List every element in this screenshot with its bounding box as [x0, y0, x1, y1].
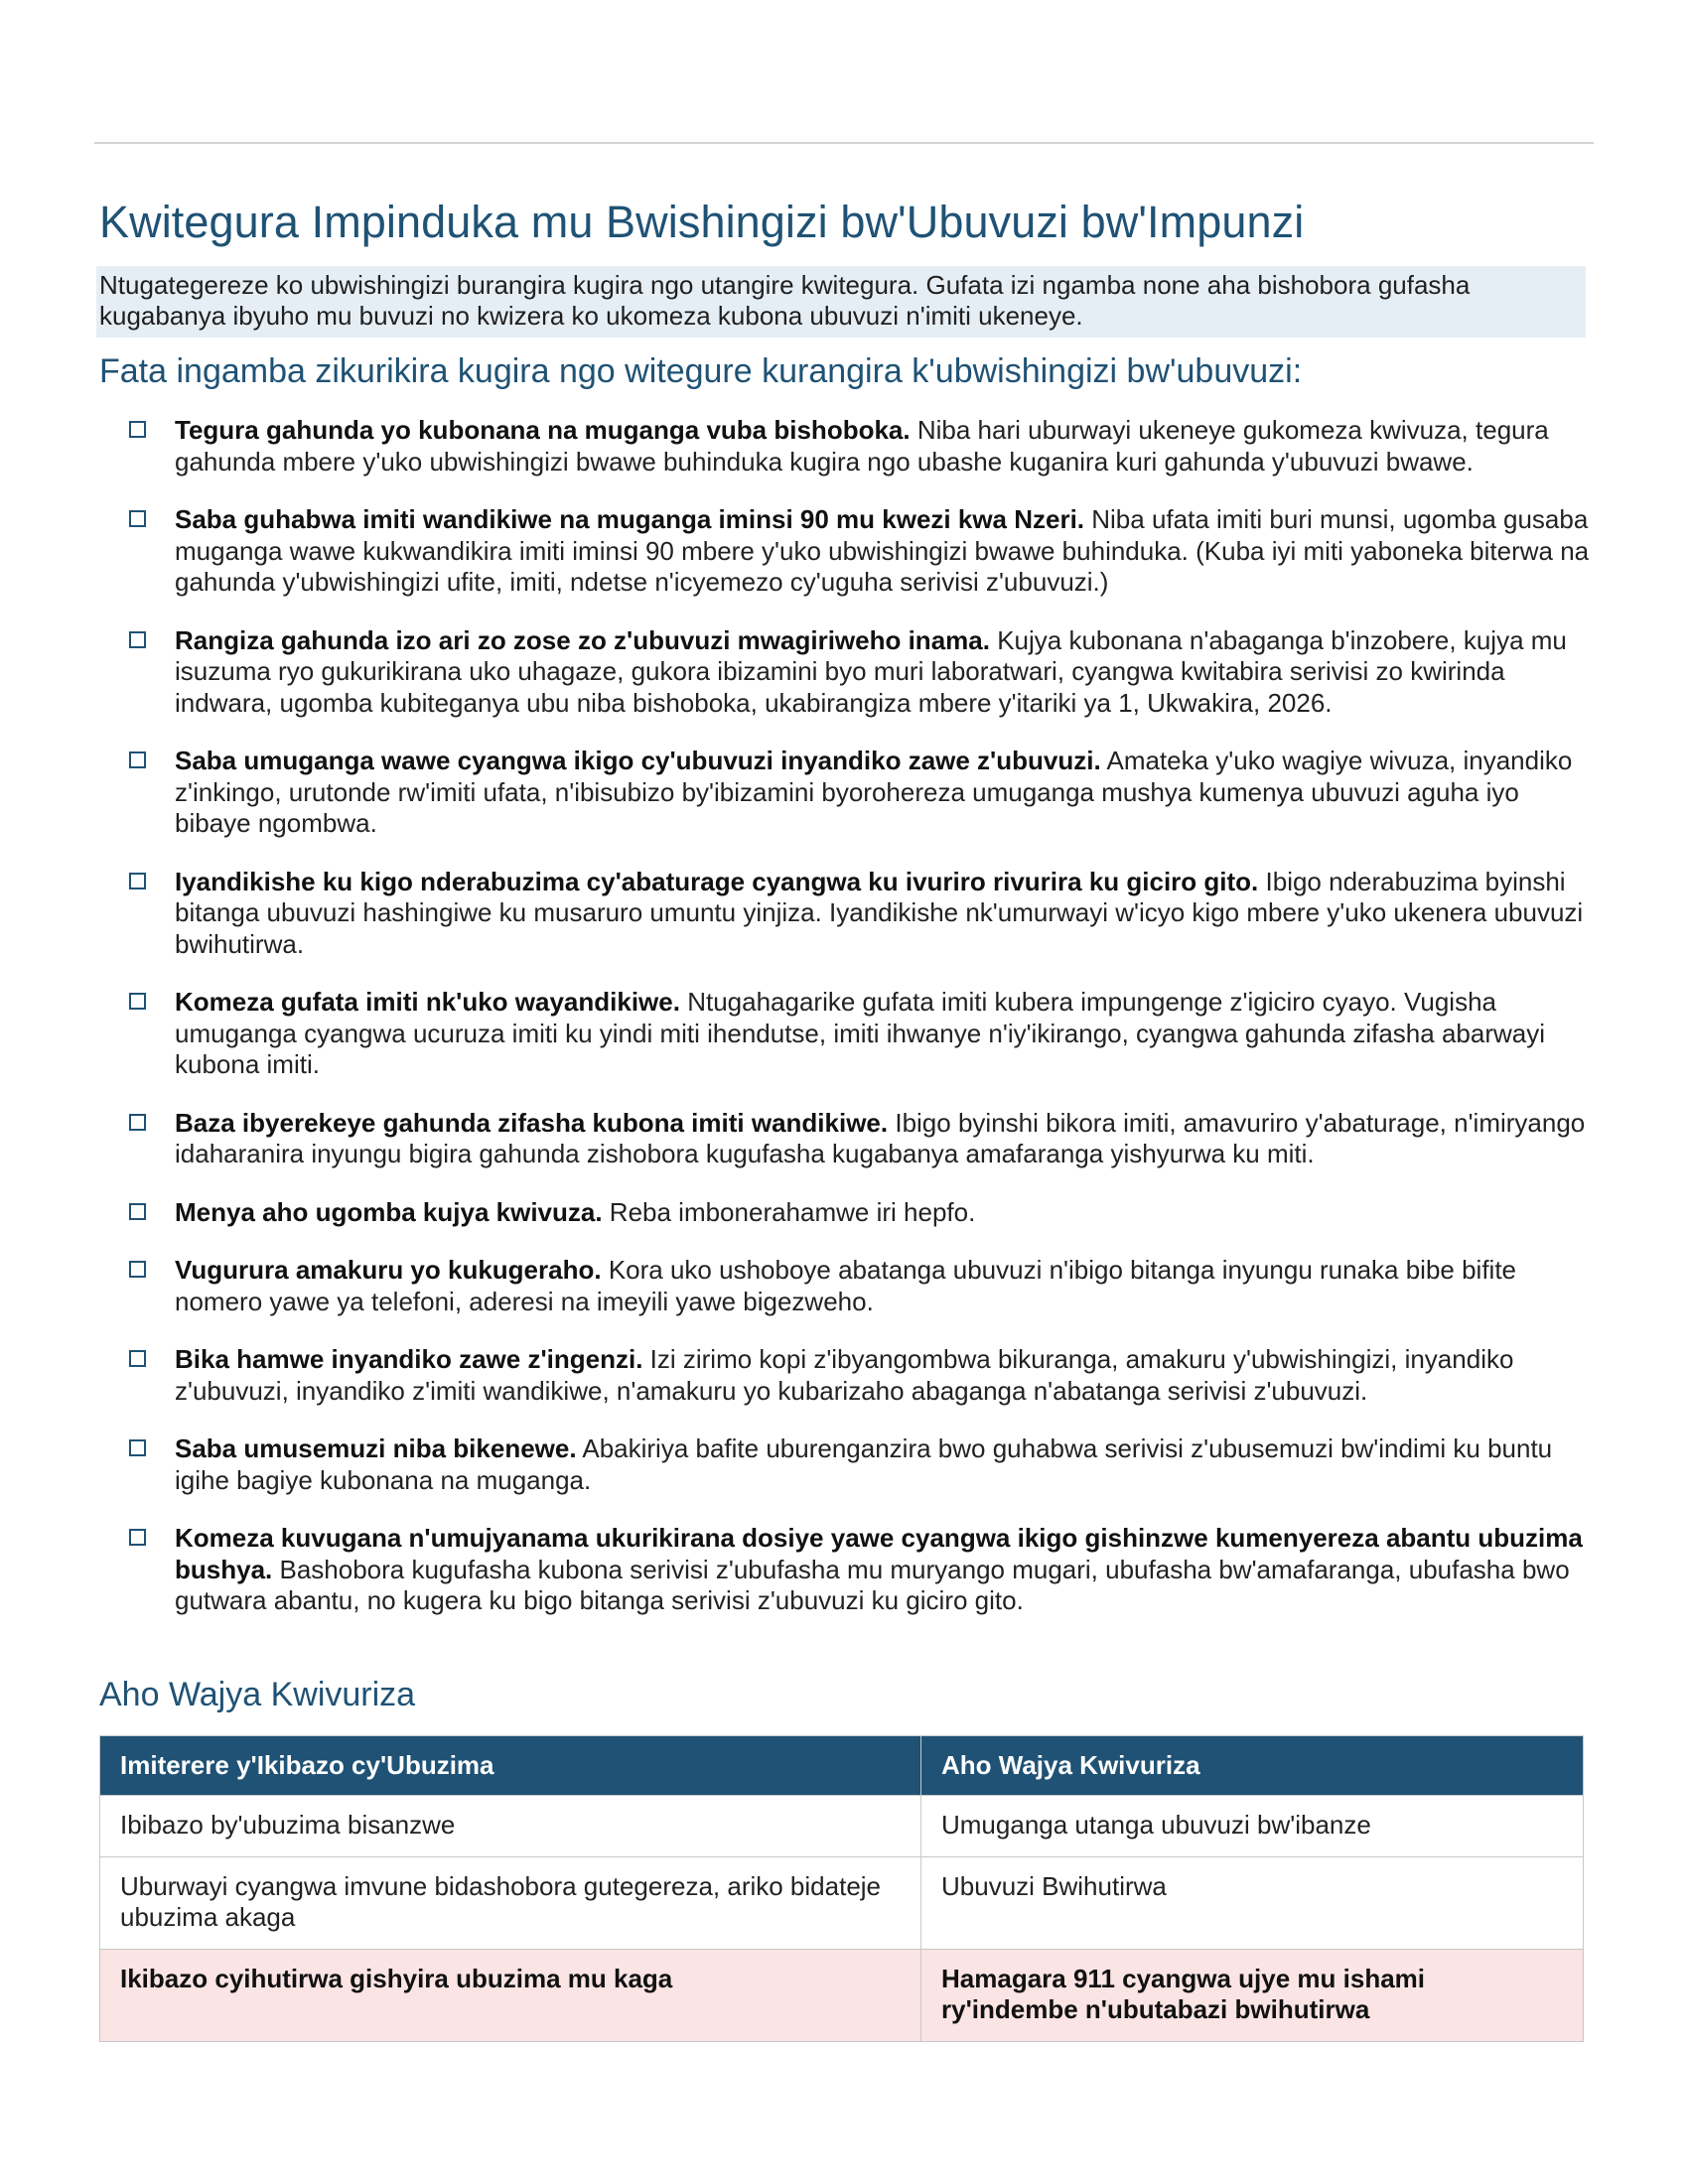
checklist-item-title: Saba guhabwa imiti wandikiwe na muganga iminsi 90 mu kwezi kwa Nzeri. — [175, 504, 1085, 534]
steps-heading: Fata ingamba zikurikira kugira ngo witegure kurangira k'ubwishingizi bw'ubuvuzi: — [99, 352, 1303, 390]
table-cell-condition: Ikibazo cyihutirwa gishyira ubuzima mu kaga — [100, 1950, 921, 2042]
checkbox-icon[interactable] — [129, 1350, 146, 1367]
table-cell-where: Hamagara 911 cyangwa ujye mu ishami ry'indembe n'ubutabazi bwihutirwa — [921, 1950, 1584, 2042]
checkbox-icon[interactable] — [129, 421, 146, 438]
checklist-item — [127, 1344, 1597, 1407]
checkbox-icon[interactable] — [129, 993, 146, 1010]
checklist-item-text: Niba ufata imiti buri munsi, ugomba gusaba muganga wawe kukwandikira imiti iminsi 90 mbere y'uko ubwishingizi bwawe buhinduka. (Kuba iyi miti yaboneka biterwa na gahunda y'ubwishingizi ufite, imiti, ndetse n'icyemezo cy'uguha serivisi z'ubuvuzi.) — [175, 504, 1590, 597]
checklist-item-text: Amateka y'uko wagiye wivuza, inyandiko z'inkingo, urutonde rw'imiti ufata, n'ibisubizo by'ibizamini byorohereza umuganga mushya kumenya ubuvuzi aguha iyo bibaye ngombwa. — [175, 746, 1573, 838]
checklist-item — [127, 987, 1597, 1081]
checklist-item — [127, 1523, 1597, 1617]
table-row — [100, 1796, 1584, 1857]
checklist-item — [127, 504, 1597, 599]
checkbox-icon[interactable] — [129, 1439, 146, 1456]
checklist-item-title: Vugurura amakuru yo kukugeraho. — [175, 1255, 602, 1285]
care-table — [99, 1735, 1584, 2042]
table-cell-condition: Ibibazo by'ubuzima bisanzwe — [100, 1796, 921, 1857]
table-row-emergency — [100, 1950, 1584, 2042]
checklist-item-text: Izi zirimo kopi z'ibyangombwa bikuranga, amakuru y'ubwishingizi, inyandiko z'ubuvuzi, inyandiko z'imiti wandikiwe, n'amakuru yo kubarizaho abaganga n'abatanga serivisi z'ubuvuzi. — [175, 1344, 1514, 1406]
checklist — [127, 415, 1597, 1644]
checklist-item-title: Komeza gufata imiti nk'uko wayandikiwe. — [175, 987, 680, 1017]
checklist-item-title: Saba umuganga wawe cyangwa ikigo cy'ubuvuzi inyandiko zawe z'ubuvuzi. — [175, 746, 1101, 775]
header-where: Aho Wajya Kwivuriza — [921, 1736, 1584, 1796]
checkbox-icon[interactable] — [129, 751, 146, 768]
checklist-item-title: Tegura gahunda yo kubonana na muganga vuba bishoboka. — [175, 415, 911, 445]
checklist-item-text: Bashobora kugufasha kubona serivisi z'ubufasha mu muryango mugari, ubufasha bw'amafaranga, ubufasha bwo gutwara abantu, no kugera ku bigo bitanga serivisi z'ubuvuzi ku giciro gito. — [175, 1554, 1570, 1615]
checklist-item — [127, 1108, 1597, 1170]
checklist-item-text: Reba imbonerahamwe iri hepfo. — [602, 1196, 976, 1227]
top-divider — [94, 142, 1594, 144]
checkbox-icon[interactable] — [129, 1261, 146, 1278]
page-title: Kwitegura Impinduka mu Bwishingizi bw'Ubuvuzi bw'Impunzi — [99, 197, 1305, 247]
header-condition: Imiterere y'Ikibazo cy'Ubuzima — [100, 1736, 921, 1796]
checklist-item — [127, 1197, 1597, 1229]
checklist-item-title: Saba umusemuzi niba bikenewe. — [175, 1433, 577, 1463]
checklist-item-title: Iyandikishe ku kigo nderabuzima cy'abaturage cyangwa ku ivuriro rivurira ku giciro gito. — [175, 866, 1259, 896]
care-heading: Aho Wajya Kwivuriza — [99, 1676, 416, 1713]
checklist-item-title: Menya aho ugomba kujya kwivuza. — [175, 1196, 603, 1227]
checklist-item — [127, 415, 1597, 478]
checklist-item-text: Ibigo nderabuzima byinshi bitanga ubuvuzi hashingiwe ku musaruro umuntu yinjiza. Iyandikishe nk'umurwayi w'icyo kigo mbere y'uko ukenera ubuvuzi bwihutirwa. — [175, 866, 1584, 959]
checkbox-icon[interactable] — [129, 631, 146, 648]
table-cell-where: Umuganga utanga ubuvuzi bw'ibanze — [921, 1796, 1584, 1857]
checklist-item-title: Rangiza gahunda izo ari zo zose zo z'ubuvuzi mwagiriweho inama. — [175, 624, 990, 655]
checklist-item-text: Abakiriya bafite uburenganzira bwo guhabwa serivisi z'ubusemuzi bw'indimi ku buntu igihe bagiye kubonana na muganga. — [175, 1433, 1553, 1495]
checklist-item — [127, 1255, 1597, 1317]
checklist-item — [127, 746, 1597, 840]
checkbox-icon[interactable] — [129, 873, 146, 889]
checklist-item-text: Kujya kubonana n'abaganga b'inzobere, kujya mu isuzuma ryo gukurikirana uko uhagaze, gukora ibizamini byo muri laboratwari, cyangwa kwitabira serivisi zo kwirinda indwara, ugomba kubiteganya ubu niba bishoboka, ukabirangiza mbere y'itariki ya 1, Ukwakira, 2026. — [175, 624, 1567, 718]
checkbox-icon[interactable] — [129, 1203, 146, 1220]
intro-callout: Ntugategereze ko ubwishingizi burangira kugira ngo utangire kwitegura. Gufata izi ngamba none aha bishobora gufasha kugabanya ibyuho mu buvuzi no kwizera ko ukomeza kubona ubuvuzi n'imiti ukeneye. — [96, 266, 1586, 338]
checkbox-icon[interactable] — [129, 1529, 146, 1546]
checklist-item — [127, 625, 1597, 720]
checklist-item-text: Niba hari uburwayi ukeneye gukomeza kwivuza, tegura gahunda mbere y'uko ubwishingizi bwawe buhinduka kugira ngo ubashe kuganira kuri gahunda y'ubuvuzi bwawe. — [175, 415, 1549, 477]
checklist-item — [127, 1433, 1597, 1496]
checklist-item-text: Ntugahagarike gufata imiti kubera impungenge z'igiciro cyayo. Vugisha umuganga cyangwa ucuruza imiti ku yindi miti ihendutse, imiti ihwanye n'iy'ikirango, cyangwa gahunda zifasha abarwayi kubona imiti. — [175, 987, 1545, 1079]
checklist-item-text: Kora uko ushoboye abatanga ubuvuzi n'ibigo bitanga inyungu runaka bibe bifite nomero yawe ya telefoni, aderesi na imeyili yawe bigezweho. — [175, 1255, 1517, 1316]
table-row — [100, 1857, 1584, 1950]
checkbox-icon[interactable] — [129, 510, 146, 527]
table-header-row — [100, 1736, 1584, 1796]
checklist-item-title: Bika hamwe inyandiko zawe z'ingenzi. — [175, 1344, 643, 1374]
checklist-item-title: Komeza kuvugana n'umujyanama ukurikirana dosiye yawe cyangwa ikigo gishinzwe kumenyereza abantu ubuzima bushya. — [175, 1523, 1583, 1584]
checklist-item-title: Baza ibyerekeye gahunda zifasha kubona imiti wandikiwe. — [175, 1107, 889, 1138]
checkbox-icon[interactable] — [129, 1114, 146, 1131]
checklist-item — [127, 867, 1597, 961]
table-cell-condition: Uburwayi cyangwa imvune bidashobora gutegereza, ariko bidateje ubuzima akaga — [100, 1857, 921, 1950]
checklist-item-text: Ibigo byinshi bikora imiti, amavuriro y'abaturage, n'imiryango idaharanira inyungu bigira gahunda zishobora kugufasha kugabanya amafaranga yishyurwa ku miti. — [175, 1107, 1586, 1168]
table-cell-where: Ubuvuzi Bwihutirwa — [921, 1857, 1584, 1950]
